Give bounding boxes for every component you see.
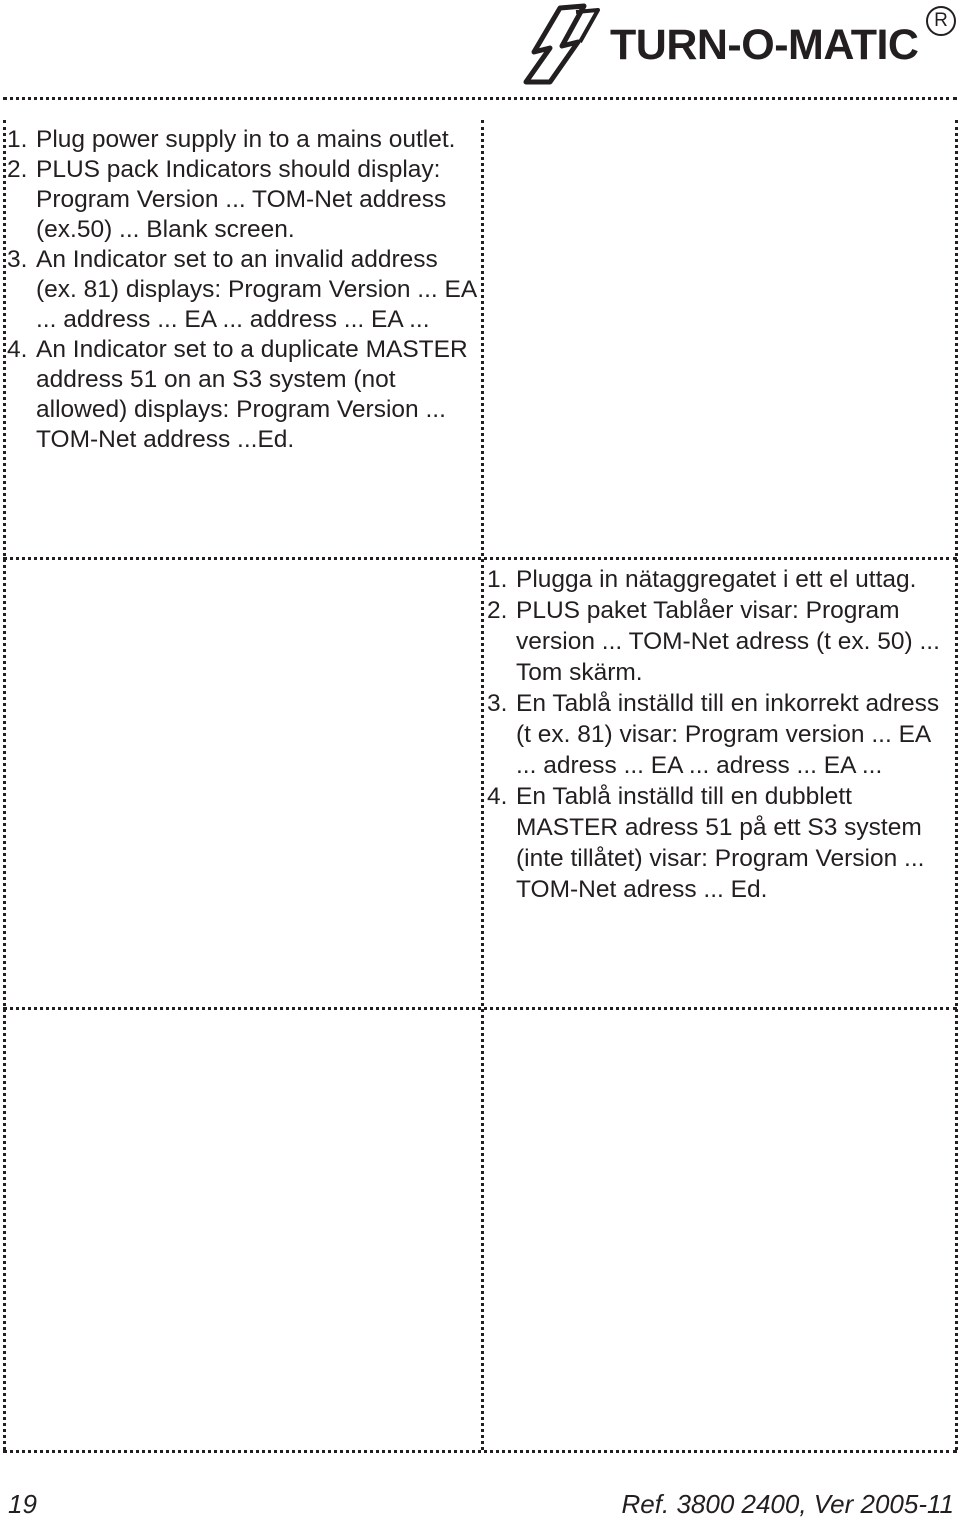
item-text: PLUS pack Indicators should display: Program Version ... TOM-Net address (ex.50) ... Blank screen. <box>36 156 447 243</box>
list-item <box>7 155 479 245</box>
item-text: An Indicator set to an invalid address (ex. 81) displays: Program Version ... EA ... address ... EA ... address ... EA ... <box>36 246 476 333</box>
item-number: 1. <box>7 126 28 153</box>
divider-top <box>3 97 957 100</box>
item-number: 1. <box>487 566 508 593</box>
list-item <box>7 245 479 335</box>
brand-logo <box>520 2 960 86</box>
list-item <box>487 688 957 781</box>
item-text: Plugga in nätaggregatet i ett el uttag. <box>516 566 917 593</box>
item-text: Plug power supply in to a mains outlet. <box>36 126 456 153</box>
stylized-swoosh-icon <box>520 2 616 86</box>
list-item <box>487 781 957 905</box>
divider-upper-middle <box>3 557 957 560</box>
item-number: 4. <box>487 783 508 810</box>
item-text: En Tablå inställd till en dubblett MASTER adress 51 på ett S3 system (inte tillåtet) visar: Program Version ... TOM-Net adress ... Ed. <box>516 783 925 903</box>
item-number: 4. <box>7 336 28 363</box>
list-item <box>487 595 957 688</box>
swedish-instructions <box>487 564 957 905</box>
registered-mark: R <box>926 6 956 36</box>
divider-left <box>3 120 6 1450</box>
list-item <box>487 564 957 595</box>
item-number: 2. <box>7 156 28 183</box>
document-reference: Ref. 3800 2400, Ver 2005-11 <box>621 1489 954 1519</box>
page-number: 19 <box>8 1489 37 1519</box>
divider-bottom <box>3 1450 957 1453</box>
list-item <box>7 335 479 455</box>
divider-center <box>481 120 484 1450</box>
item-number: 3. <box>7 246 28 273</box>
item-text: An Indicator set to a duplicate MASTER address 51 on an S3 system (not allowed) displays: Program Version ... TOM-Net address ...Ed. <box>36 336 468 453</box>
item-number: 3. <box>487 690 508 717</box>
item-text: En Tablå inställd till en inkorrekt adress (t ex. 81) visar: Program version ... EA ... adress ... EA ... adress ... EA ... <box>516 690 940 779</box>
item-text: PLUS paket Tablåer visar: Program version ... TOM-Net adress (t ex. 50) ... Tom skärm. <box>516 597 940 686</box>
english-instructions <box>7 125 479 455</box>
item-number: 2. <box>487 597 508 624</box>
brand-name: TURN-O-MATIC <box>610 21 919 69</box>
list-item <box>7 125 479 155</box>
divider-lower-middle <box>3 1007 957 1010</box>
